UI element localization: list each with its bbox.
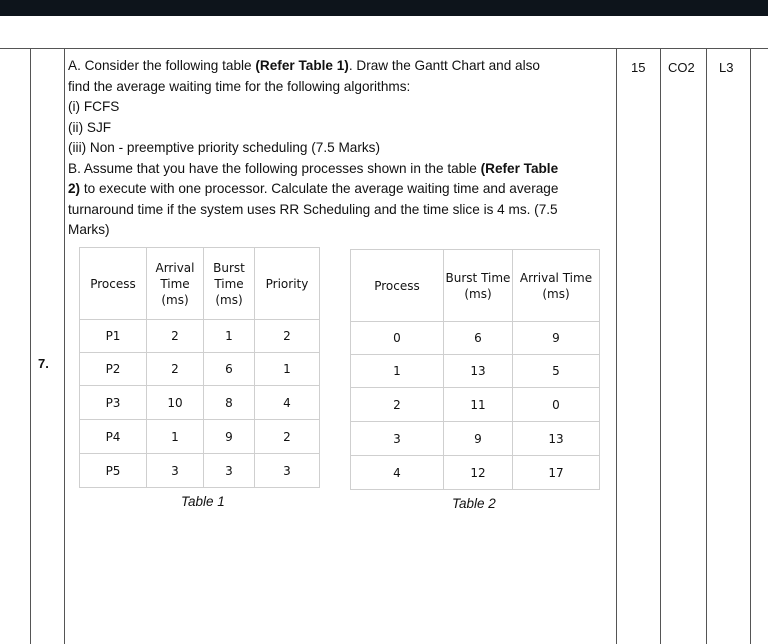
part-a-line-2: find the average waiting time for the following algorithms: <box>68 78 411 94</box>
table-row <box>351 355 600 388</box>
table1-cell: P1 <box>80 320 147 353</box>
table1-cell: 2 <box>255 420 320 454</box>
table1-cell: 1 <box>255 353 320 386</box>
table2-cell: 13 <box>513 422 600 456</box>
table2-cell: 3 <box>351 422 444 456</box>
part-b-line-4: Marks) <box>68 222 110 237</box>
table1-cell: 3 <box>147 454 204 488</box>
table2-cell: 0 <box>513 388 600 422</box>
table1-cell: 2 <box>147 320 204 353</box>
table-row <box>351 388 600 422</box>
table1-cell: P3 <box>80 386 147 420</box>
table1-cell: 9 <box>204 420 255 454</box>
table-row <box>80 320 320 353</box>
table1-cell: P2 <box>80 353 147 386</box>
table-row <box>351 456 600 490</box>
table1-caption: Table 1 <box>181 494 225 509</box>
table-row <box>80 386 320 420</box>
table2-cell: 0 <box>351 322 444 355</box>
table2-cell: 6 <box>444 322 513 355</box>
part-a-line-1: A. Consider the following table (Refer Table 1). Draw the Gantt Chart and also <box>68 58 540 73</box>
grid-col-line-1 <box>30 48 31 644</box>
table1-cell: 4 <box>255 386 320 420</box>
table-row <box>351 422 600 456</box>
table1-header-arrival: Arrival Time (ms) <box>147 248 204 320</box>
table2-cell: 13 <box>444 355 513 388</box>
table1-cell: 2 <box>255 320 320 353</box>
table1-cell: P4 <box>80 420 147 454</box>
question-text <box>68 56 616 241</box>
table1-header-priority: Priority <box>255 248 320 320</box>
table1-cell: 3 <box>255 454 320 488</box>
table1-cell: 3 <box>204 454 255 488</box>
table2-cell: 17 <box>513 456 600 490</box>
table2-cell: 5 <box>513 355 600 388</box>
table2-caption: Table 2 <box>452 496 496 511</box>
table2-cell: 4 <box>351 456 444 490</box>
table2-cell: 9 <box>444 422 513 456</box>
part-a-item-1: (i) FCFS <box>68 99 120 114</box>
table-2 <box>350 249 600 490</box>
table-row <box>80 420 320 454</box>
top-status-bar <box>0 0 768 16</box>
table1-header-burst: Burst Time (ms) <box>204 248 255 320</box>
grid-col-line-6 <box>750 48 751 644</box>
grid-col-line-2 <box>64 48 65 644</box>
part-b-line-2: 2) to execute with one processor. Calculate the average waiting time and average <box>68 181 559 196</box>
part-b-line-1: B. Assume that you have the following processes shown in the table (Refer Table <box>68 160 559 176</box>
bloom-level: L3 <box>719 60 734 75</box>
question-number: 7. <box>38 356 49 371</box>
table1-cell: 2 <box>147 353 204 386</box>
grid-col-line-3 <box>616 48 617 644</box>
table1-cell: P5 <box>80 454 147 488</box>
grid-col-line-4 <box>660 48 661 644</box>
table2-cell: 11 <box>444 388 513 422</box>
table1-header-process: Process <box>80 248 147 320</box>
table2-header-process: Process <box>351 250 444 322</box>
part-a-item-3: (iii) Non - preemptive priority scheduling (7.5 Marks) <box>68 140 380 155</box>
part-b-line-3: turnaround time if the system uses RR Scheduling and the time slice is 4 ms. (7.5 <box>68 201 558 217</box>
table2-header-arrival: Arrival Time (ms) <box>513 250 600 322</box>
table2-cell: 12 <box>444 456 513 490</box>
course-outcome: CO2 <box>668 60 695 75</box>
table-row <box>80 454 320 488</box>
table1-cell: 10 <box>147 386 204 420</box>
table-row <box>80 353 320 386</box>
marks-value: 15 <box>631 60 646 75</box>
table-1 <box>79 247 320 488</box>
grid-top-border <box>0 48 768 49</box>
table-row <box>351 322 600 355</box>
table2-cell: 1 <box>351 355 444 388</box>
table1-cell: 1 <box>147 420 204 454</box>
table1-cell: 6 <box>204 353 255 386</box>
table2-cell: 9 <box>513 322 600 355</box>
table2-header-burst: Burst Time (ms) <box>444 250 513 322</box>
grid-col-line-5 <box>706 48 707 644</box>
table1-cell: 1 <box>204 320 255 353</box>
table1-cell: 8 <box>204 386 255 420</box>
table2-cell: 2 <box>351 388 444 422</box>
part-a-item-2: (ii) SJF <box>68 119 112 135</box>
